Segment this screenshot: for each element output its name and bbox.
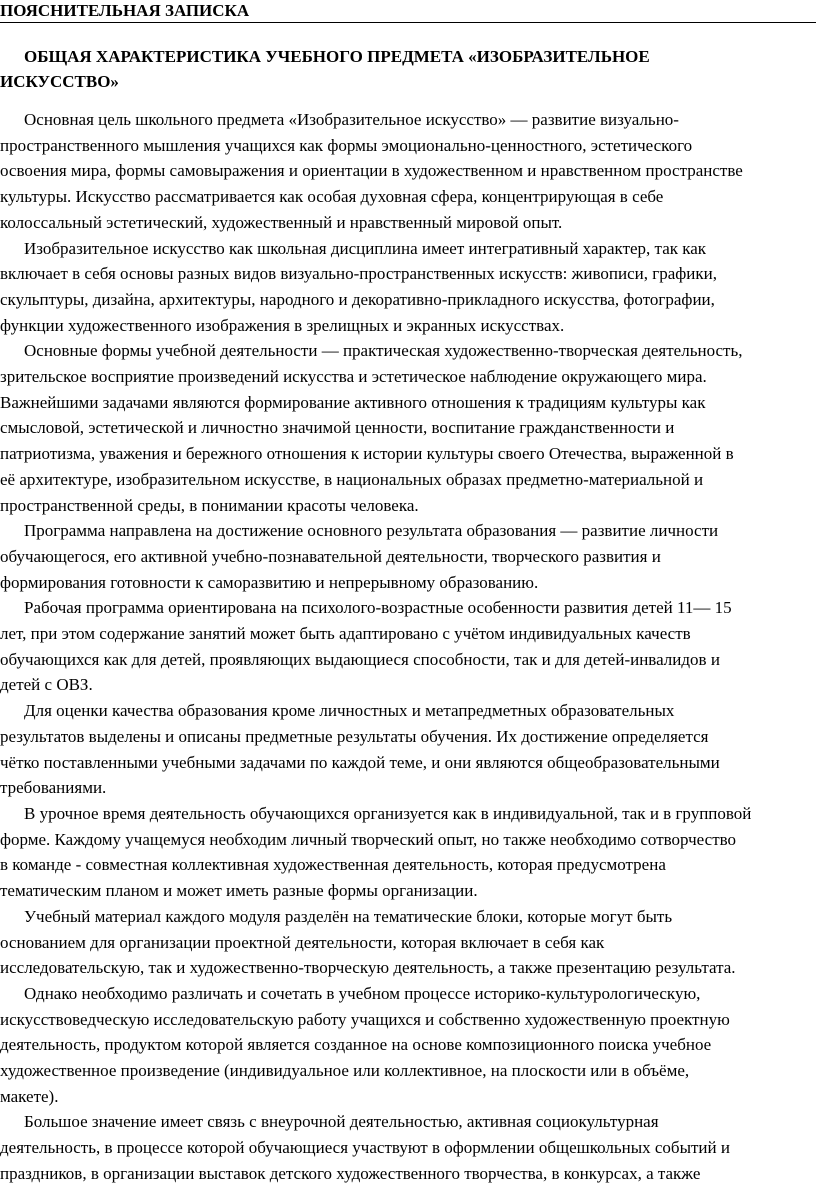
text-line: включает в себя основы разных видов визуально-пространственных искусств: живописи, графики, xyxy=(0,264,717,284)
paragraph-1 xyxy=(0,107,816,236)
text-line: основанием для организации проектной деятельности, которая включает в себя как xyxy=(0,932,605,952)
text-line: Важнейшими задачами являются формирование активного отношения к традициям культуры как xyxy=(0,392,706,412)
text-line: Учебный материал каждого модуля разделён на тематические блоки, которые могут быть xyxy=(24,906,673,926)
text-line: деятельность, в процессе которой обучающиеся участвуют в оформлении общешкольных событий и xyxy=(0,1138,730,1158)
text-line: зрительское восприятие произведений искусства и эстетическое наблюдение окружающего мира. xyxy=(0,367,707,387)
page-header xyxy=(0,0,816,23)
text-line: детей с ОВЗ. xyxy=(0,675,93,695)
text-line: обучающихся как для детей, проявляющих выдающиеся способности, так и для детей-инвалидов и xyxy=(0,649,720,669)
text-line: В урочное время деятельность обучающихся организуется как в индивидуальной, так и в групповой xyxy=(24,803,752,823)
text-line: освоения мира, формы самовыражения и ориентации в художественном и нравственном пространстве xyxy=(0,161,743,181)
text-line: Программа направлена на достижение основного результата образования — развитие личности xyxy=(24,521,719,541)
text-line: тематическим планом и может иметь разные формы организации. xyxy=(0,881,478,901)
text-line: требованиями. xyxy=(0,778,107,798)
text-line: художественное произведение (индивидуальное или коллективное, на плоскости или в объёме, xyxy=(0,1061,690,1081)
text-line: культуры. Искусство рассматривается как особая духовная сфера, концентрирующая в себе xyxy=(0,187,664,207)
paragraph-5 xyxy=(0,595,816,698)
text-line: пространственной среды, в понимании красоты человека. xyxy=(0,495,419,515)
text-line: функции художественного изображения в зрелищных и экранных искусствах. xyxy=(0,315,565,335)
paragraph-2 xyxy=(0,236,816,339)
text-line: Большое значение имеет связь с внеурочной деятельностью, активная социокультурная xyxy=(24,1112,659,1132)
text-line: форме. Каждому учащемуся необходим личный творческий опыт, но также необходимо сотворчество xyxy=(0,829,737,849)
document-body xyxy=(0,107,816,1187)
text-line: макете). xyxy=(0,1086,59,1106)
text-line: колоссальный эстетический, художественный и нравственный мировой опыт. xyxy=(0,212,563,232)
text-line: Основные формы учебной деятельности — практическая художественно-творческая деятельность, xyxy=(24,341,743,361)
text-line: в команде - совместная коллективная художественная деятельность, которая предусмотрена xyxy=(0,855,666,875)
text-line: результатов выделены и описаны предметные результаты обучения. Их достижение определяется xyxy=(0,726,709,746)
paragraph-7 xyxy=(0,801,816,904)
paragraph-9 xyxy=(0,981,816,1110)
text-line: деятельность, продуктом которой является созданное на основе композиционного поиска учебное xyxy=(0,1035,712,1055)
paragraph-4 xyxy=(0,518,816,595)
section-heading-line: ОБЩАЯ ХАРАКТЕРИСТИКА УЧЕБНОГО ПРЕДМЕТА «ИЗОБРАЗИТЕЛЬНОЕ xyxy=(24,47,650,66)
text-line: Для оценки качества образования кроме личностных и метапредметных образовательных xyxy=(24,701,675,721)
text-line: чётко поставленными учебными задачами по каждой теме, и они являются общеобразовательными xyxy=(0,752,720,772)
text-line: обучающегося, его активной учебно-познавательной деятельности, творческого развития и xyxy=(0,546,661,566)
section-heading-line: ИСКУССТВО» xyxy=(0,72,119,91)
text-line: лет, при этом содержание занятий может быть адаптировано с учётом индивидуальных качеств xyxy=(0,624,691,644)
text-line: пространственного мышления учащихся как формы эмоционально-ценностного, эстетического xyxy=(0,135,693,155)
page-title: ПОЯСНИТЕЛЬНАЯ ЗАПИСКА xyxy=(0,1,250,20)
text-line: скульптуры, дизайна, архитектуры, народного и декоративно-прикладного искусства, фотографии, xyxy=(0,289,715,309)
paragraph-3 xyxy=(0,338,816,518)
text-line: формирования готовности к саморазвитию и непрерывному образованию. xyxy=(0,572,539,592)
text-line: её архитектуре, изобразительном искусстве, в национальных образах предметно-материальной и xyxy=(0,469,704,489)
text-line: искусствоведческую исследовательскую работу учащихся и собственно художественную проектную xyxy=(0,1009,730,1029)
text-line: исследовательскую, так и художественно-творческую деятельность, а также презентацию результата. xyxy=(0,958,736,978)
text-line: Рабочая программа ориентирована на психолого-возрастные особенности развития детей 11— 15 xyxy=(24,598,732,618)
text-line: патриотизма, уважения и бережного отношения к истории культуры своего Отечества, выраженной в xyxy=(0,444,734,464)
text-line: смысловой, эстетической и личностно значимой ценности, воспитание гражданственности и xyxy=(0,418,675,438)
paragraph-6 xyxy=(0,698,816,801)
text-line: Основная цель школьного предмета «Изобразительное искусство» — развитие визуально- xyxy=(24,110,679,129)
paragraph-8 xyxy=(0,904,816,981)
section-heading xyxy=(0,44,800,94)
text-line: Изобразительное искусство как школьная дисциплина имеет интегративный характер, так как xyxy=(24,238,707,258)
paragraph-10 xyxy=(0,1109,816,1186)
text-line: Однако необходимо различать и сочетать в учебном процессе историко-культурологическую, xyxy=(24,983,701,1003)
text-line: праздников, в организации выставок детского художественного творчества, в конкурсах, а также xyxy=(0,1163,701,1183)
